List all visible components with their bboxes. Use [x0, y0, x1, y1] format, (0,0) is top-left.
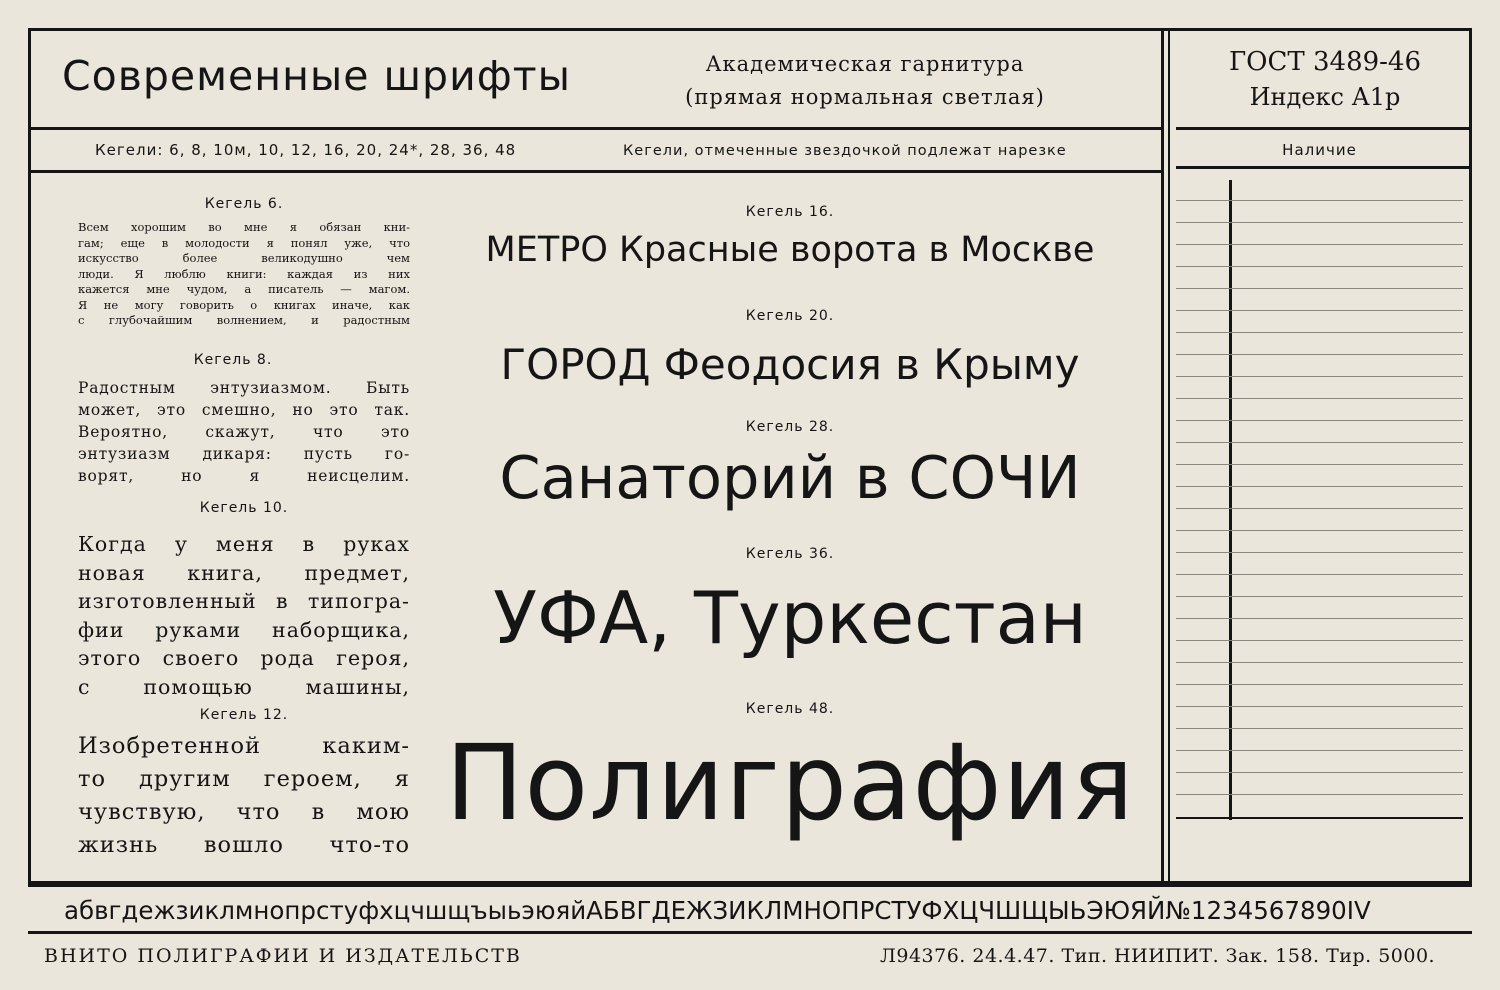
- ledger-line: [1176, 530, 1463, 531]
- ledger-line: [1176, 332, 1463, 333]
- size-label: Кегель 12.: [199, 707, 289, 723]
- gost-number: ГОСТ 3489-46: [1228, 47, 1422, 77]
- sample-line: Радостным энтузиазмом. Быть: [78, 379, 410, 397]
- ledger-line: [1176, 640, 1463, 641]
- sample-line: ворят, но я неисцелим.: [78, 467, 410, 485]
- ledger-line: [1176, 420, 1463, 421]
- ledger-line: [1176, 750, 1463, 751]
- specimen-36: УФА, Туркестан: [493, 576, 1087, 660]
- ledger-line: [1176, 772, 1463, 773]
- ledger-line: [1176, 266, 1463, 267]
- size-label: Кегель 8.: [193, 352, 273, 368]
- ledger-line: [1176, 574, 1463, 575]
- sample-line: Вероятно, скажут, что это: [78, 423, 410, 441]
- ledger-line: [1176, 376, 1463, 377]
- ledger-line: [1176, 288, 1463, 289]
- text-sample-10: [78, 530, 410, 701]
- ledger-line: [1176, 618, 1463, 619]
- ledger-line: [1176, 728, 1463, 729]
- alphabet-rule-top: [28, 884, 1472, 887]
- header-rule: [28, 127, 1164, 130]
- ledger-line: [1176, 552, 1463, 553]
- info-rule-right: [1176, 166, 1472, 169]
- page-title: Современные шрифты: [62, 52, 572, 100]
- ledger-line: [1176, 596, 1463, 597]
- ledger-line: [1176, 794, 1463, 795]
- alphabet-rule-bottom: [28, 931, 1472, 934]
- specimen-16: МЕТРО Красные ворота в Москве: [485, 230, 1095, 270]
- ledger-line: [1176, 398, 1463, 399]
- ledger-line: [1176, 508, 1463, 509]
- sizes-note: Кегели, отмеченные звездочкой подлежат нарезке: [623, 143, 1067, 159]
- sample-line: чувствую, что в мою: [78, 799, 410, 825]
- size-label: Кегель 10.: [199, 500, 289, 516]
- sample-line: то другим героем, я: [78, 766, 410, 792]
- sample-line: этого своего рода героя,: [78, 646, 410, 670]
- size-label: Кегель 28.: [745, 419, 835, 435]
- ledger-line: [1176, 662, 1463, 663]
- info-rule: [28, 170, 1164, 173]
- size-label: Кегель 36.: [745, 546, 835, 562]
- size-label: Кегель 20.: [745, 308, 835, 324]
- ledger-line: [1176, 310, 1463, 311]
- right-panel-divider-inner: [1168, 28, 1170, 884]
- sample-line: с глубочайшим волнением, и радостным: [78, 313, 410, 327]
- sample-line: энтузиазм дикаря: пусть го-: [78, 445, 410, 463]
- size-label: Кегель 16.: [745, 204, 835, 220]
- ledger-line: [1176, 442, 1463, 443]
- ledger-line: [1176, 486, 1463, 487]
- size-label: Кегель 48.: [745, 701, 835, 717]
- specimen-20: ГОРОД Феодосия в Крыму: [500, 340, 1080, 389]
- sample-line: Когда у меня в руках: [78, 532, 410, 556]
- sample-line: Изобретенной каким-: [78, 733, 410, 759]
- sample-line: изготовленный в типогра-: [78, 589, 410, 613]
- size-label: Кегель 6.: [204, 196, 284, 212]
- sample-line: с помощью машины,: [78, 674, 410, 699]
- ledger-line: [1176, 354, 1463, 355]
- sample-line: может, это смешно, но это так.: [78, 401, 410, 419]
- ledger-line: [1176, 200, 1463, 201]
- sample-line: Я не могу говорить о книгах иначе, как: [78, 297, 410, 312]
- sample-line: искусство более великодушно чем: [78, 251, 410, 265]
- right-panel-divider: [1161, 28, 1164, 884]
- sample-line: жизнь вошло что-то: [78, 832, 410, 858]
- typeface-name: Академическая гарнитура: [705, 52, 1025, 76]
- specimen-28: Санаторий в СОЧИ: [499, 443, 1081, 512]
- imprint: Л94376. 24.4.47. Тип. НИИПИТ. Зак. 158. Тир. 5000.: [880, 945, 1436, 967]
- sample-line: фии руками наборщика,: [78, 617, 410, 642]
- specimen-48: Полиграфия: [445, 722, 1135, 844]
- ledger-line: [1176, 684, 1463, 685]
- header-rule-right: [1176, 127, 1472, 130]
- typeface-style: (прямая нормальная светлая): [685, 85, 1045, 109]
- font-index: Индекс А1р: [1249, 83, 1401, 111]
- sample-line: гам; еще в молодости я понял уже, что: [78, 235, 410, 250]
- ledger-bottom-rule: [1176, 817, 1463, 819]
- sample-line: новая книга, предмет,: [78, 560, 410, 585]
- publisher: ВНИТО ПОЛИГРАФИИ И ИЗДАТЕЛЬСТВ: [44, 945, 522, 967]
- ledger-column-rule: [1229, 180, 1232, 820]
- alphabet-sample: абвгдежзиклмнопрстуфхцчшщъыьэюяйАБВГДЕЖЗИКЛМНОПРСТУФХЦЧШЩЫЬЭЮЯЙ№1234567890IV: [64, 896, 1371, 925]
- text-sample-12: [78, 730, 410, 862]
- ledger-line: [1176, 464, 1463, 465]
- availability-label: Наличие: [1282, 141, 1357, 159]
- ledger-line: [1176, 244, 1463, 245]
- sample-line: люди. Я люблю книги: каждая из них: [78, 266, 410, 281]
- sample-line: кажется мне чудом, а писатель — магом.: [78, 282, 410, 296]
- ledger-line: [1176, 706, 1463, 707]
- available-sizes: Кегели: 6, 8, 10м, 10, 12, 16, 20, 24*, 28, 36, 48: [95, 141, 517, 159]
- ledger-line: [1176, 222, 1463, 223]
- sample-line: Всем хорошим во мне я обязан кни-: [78, 220, 410, 234]
- text-sample-8: [78, 377, 410, 487]
- text-sample-6: [78, 220, 410, 329]
